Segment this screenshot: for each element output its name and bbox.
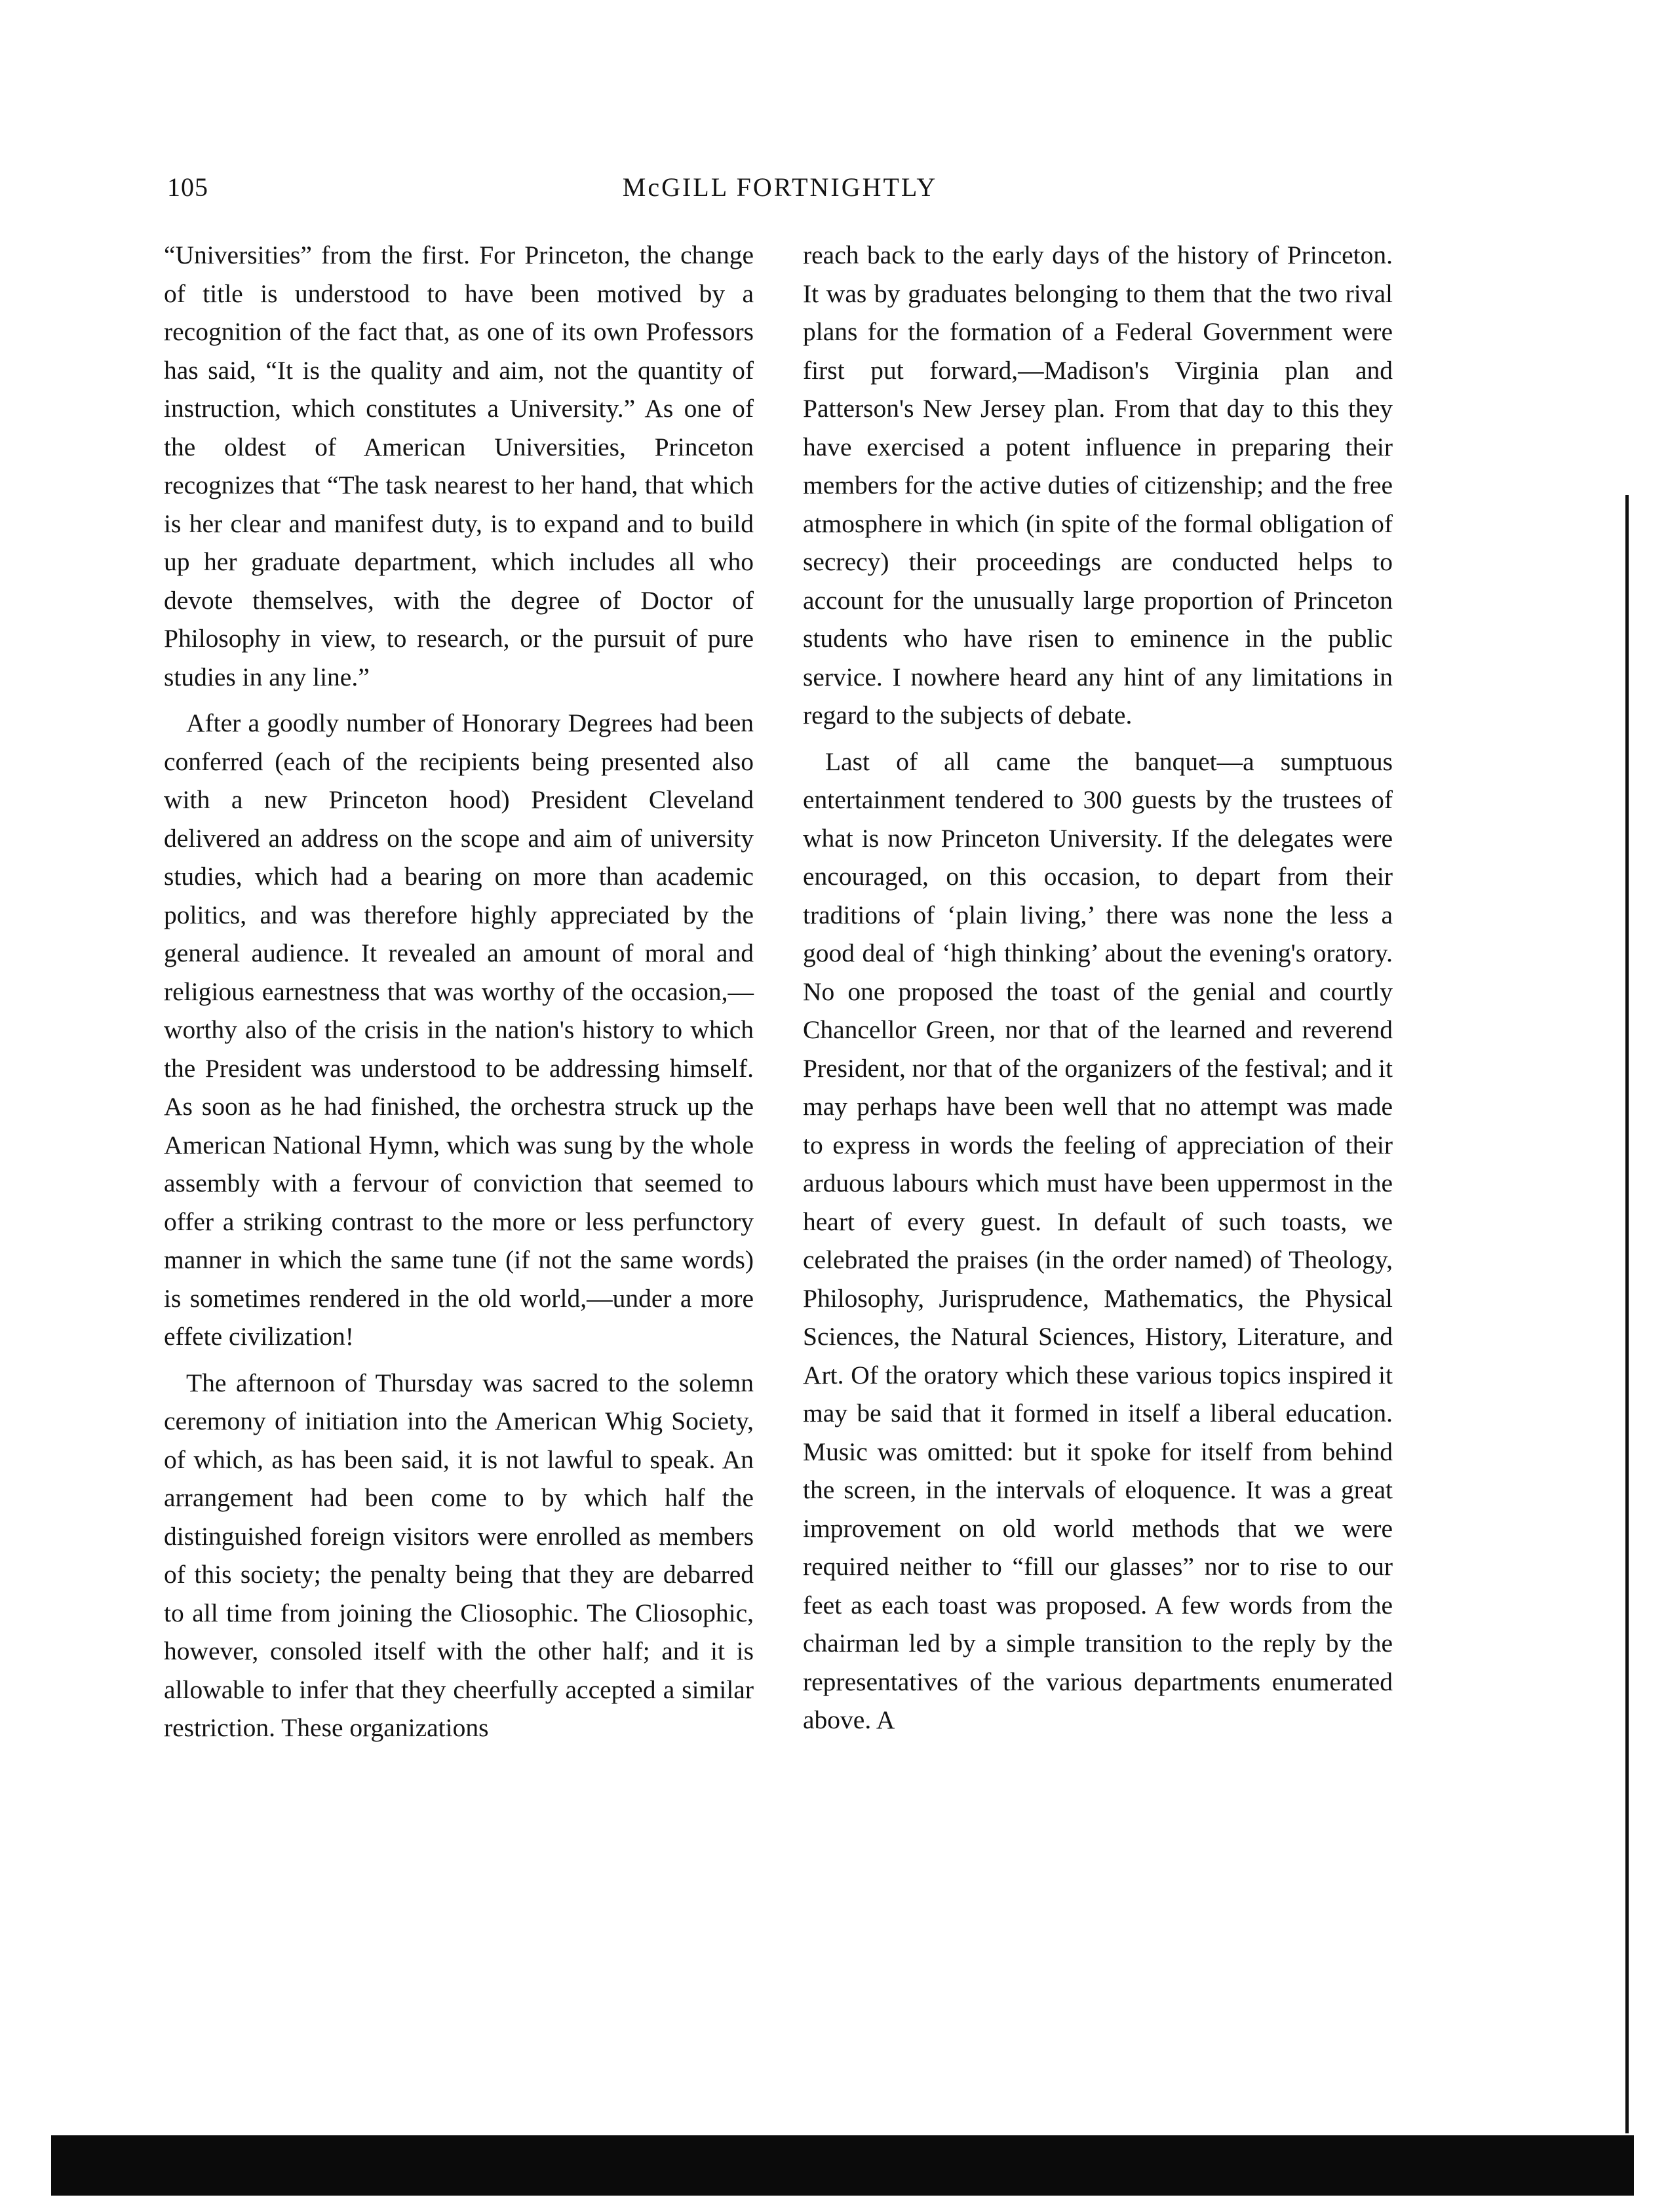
right-paragraph-1: reach back to the early days of the history of Princeton. It was by graduates belonging to them that the two rival plans for the formation of a Federal Government were first put forward,—Madison's Virginia plan and Patterson's New Jersey plan. From that day to this they have exercised a potent influence in preparing their members for the active duties of citizenship; and the free atmosphere in which (in spite of the formal obligation of secrecy) their proceedings are conducted helps to account for the unusually large proportion of Princeton students who have risen to eminence in the public service. I nowhere heard any hint of any limitations in regard to the subjects of debate. bbox=[803, 241, 1393, 729]
left-paragraph-2: After a goodly number of Honorary Degrees had been conferred (each of the recipients being presented also with a new Princeton hood) President Cleveland delivered an address on the scope and aim of university studies, which had a bearing on more than academic politics, and was therefore highly appreciated by the general audience. It revealed an amount of moral and religious earnestness that was worthy of the occasion,—worthy also of the crisis in the nation's history to which the President was understood to be addressing himself. As soon as he had finished, the orchestra struck up the American National Hymn, which was sung by the whole assembly with a fervour of conviction that seemed to offer a striking contrast to the more or less perfunctory manner in which the same tune (if not the same words) is sometimes rendered in the old world,—under a more effete civilization! bbox=[164, 708, 754, 1351]
page-header bbox=[167, 172, 1393, 211]
left-paragraph-1: “Universities” from the first. For Princeton, the change of title is understood to have been motived by a recognition of the fact that, as one of its own Professors has said, “It is the quality and aim, not the quantity of instruction, which constitutes a University.” As one of the oldest of American Universities, Princeton recognizes that “The task nearest to her hand, that which is her clear and manifest duty, is to expand and to build up her graduate department, which includes all who devote themselves, with the degree of Doctor of Philosophy in view, to research, or the pursuit of pure studies in any line.” bbox=[164, 241, 754, 691]
left-paragraph-3: The afternoon of Thursday was sacred to the solemn ceremony of initiation into the American Whig Society, of which, as has been said, it is not lawful to speak. An arrangement had been come to by which half the distinguished foreign visitors were enrolled as members of this society; the penalty being that they are debarred to all time from joining the Cliosophic. The Cliosophic, however, consoled itself with the other half; and it is allowable to infer that they cheerfully accepted a similar restriction. These organizations bbox=[164, 1368, 754, 1742]
page-edge-line bbox=[1625, 495, 1629, 2133]
page-number: 105 bbox=[167, 172, 208, 202]
right-column bbox=[803, 236, 1393, 1747]
running-title: McGILL FORTNIGHTLY bbox=[622, 172, 938, 202]
scan-border-bar bbox=[51, 2135, 1634, 2196]
left-column bbox=[164, 236, 754, 1755]
right-paragraph-2: Last of all came the banquet—a sumptuous entertainment tendered to 300 guests by the trustees of what is now Princeton University. If the delegates were encouraged, on this occasion, to depart from their traditions of ‘plain living,’ there was none the less a good deal of ‘high thinking’ about the evening's oratory. No one proposed the toast of the genial and courtly Chancellor Green, nor that of the learned and reverend President, nor that of the organizers of the festival; and it may perhaps have been well that no attempt was made to express in words the feeling of appreciation of their arduous labours which must have been uppermost in the heart of every guest. In default of such toasts, we celebrated the praises (in the order named) of Theology, Philosophy, Jurisprudence, Mathematics, the Physical Sciences, the Natural Sciences, History, Literature, and Art. Of the oratory which these various topics inspired it may be said that it formed in itself a liberal education. Music was omitted: but it spoke for itself from behind the screen, in the intervals of eloquence. It was a great improvement on old world methods that we were required neither to “fill our glasses” nor to rise to our feet as each toast was proposed. A few words from the chairman led by a simple transition to the reply by the representatives of the various departments enumerated above. A bbox=[803, 747, 1393, 1734]
